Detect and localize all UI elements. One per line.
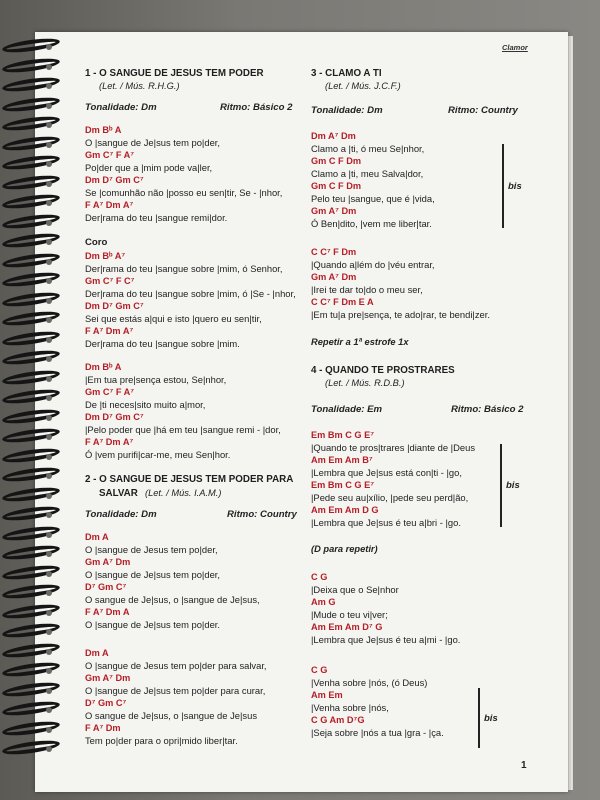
chord-line: F A⁷ Dm A⁷ <box>85 437 134 447</box>
repeat-bracket <box>502 144 504 228</box>
binding-hole <box>46 220 52 226</box>
chord-line: Gm A⁷ Dm <box>311 272 357 282</box>
chord-line: Am Em Am B⁷ <box>311 455 373 465</box>
spiral-binding <box>0 40 60 780</box>
binding-hole <box>46 161 52 167</box>
lyric-line: |Em tu|a pre|sença, te ado|rar, te bendi|zer. <box>311 309 490 320</box>
repeat-note: Repetir a 1ª estrofe 1x <box>311 337 409 347</box>
chord-line: Dm A⁷ Dm <box>311 131 356 141</box>
chord-line: F A⁷ Dm A⁷ <box>85 326 134 336</box>
binding-hole <box>46 590 52 596</box>
chord-line: Am Em Am D⁷ G <box>311 622 383 632</box>
lyric-line: O |sangue de Jesus tem po|der para salvar, <box>85 660 267 671</box>
lyric-line: O |sangue de Je|sus tem po|der. <box>85 619 220 630</box>
lyric-line: |Quando te pros|trares |diante de |Deus <box>311 442 476 453</box>
chord-line: Gm A⁷ Dm <box>85 673 131 683</box>
binding-hole <box>46 337 52 343</box>
binding-hole <box>46 395 52 401</box>
chord-line: Dm Bᵇ A <box>85 362 122 372</box>
lyric-line: De |ti neces|sito muito a|mor, <box>85 399 206 410</box>
chord-line: Dm Bᵇ A⁷ <box>85 251 126 261</box>
bis-marker: bis <box>484 713 498 724</box>
song-3-title: 3 - CLAMO A TI <box>311 68 382 79</box>
song-3-tonalidade: Tonalidade: Dm <box>311 105 383 116</box>
lyric-line: Po|der que a |mim pode va|ler, <box>85 162 213 173</box>
binding-hole <box>46 512 52 518</box>
lyric-line: |Lembra que Je|sus é teu a|mi - |go. <box>311 634 461 645</box>
binding-hole <box>46 181 52 187</box>
song-1-title: 1 - O SANGUE DE JESUS TEM PODER <box>85 68 264 79</box>
binding-hole <box>46 44 52 50</box>
song-1-credit: (Let. / Mús. R.H.G.) <box>99 81 180 91</box>
chord-line: Gm C⁷ F A⁷ <box>85 150 135 160</box>
binding-hole <box>46 64 52 70</box>
binding-hole <box>46 727 52 733</box>
song-2-title-cont: SALVAR <box>99 488 138 499</box>
binding-hole <box>46 668 52 674</box>
lyric-line: O |sangue de Jesus tem po|der, <box>85 544 218 555</box>
song-4-credit: (Let. / Mús. R.D.B.) <box>325 378 405 388</box>
page-number: 1 <box>521 760 527 771</box>
header-label: Clamor <box>502 43 528 52</box>
chord-line: Am Em <box>311 690 343 700</box>
song-1-tonalidade: Tonalidade: Dm <box>85 102 157 113</box>
lyric-line: |Pelo poder que |há em teu |sangue remi - |dor, <box>85 424 281 435</box>
chord-line: Gm C F Dm <box>311 181 362 191</box>
chord-line: F A⁷ Dm A <box>85 607 130 617</box>
binding-hole <box>46 707 52 713</box>
chord-line: F A⁷ Dm A⁷ <box>85 200 134 210</box>
chord-line: Am G <box>311 597 336 607</box>
lyric-line: |Lembra que Je|sus é teu a|bri - |go. <box>311 517 461 528</box>
lyric-line: |Seja sobre |nós a tua |gra - |ça. <box>311 727 444 738</box>
song-3-credit: (Let. / Mús. J.C.F.) <box>325 81 401 91</box>
chord-line: C C⁷ F Dm <box>311 247 357 257</box>
lyric-line: O sangue de Je|sus, o |sangue de Je|sus, <box>85 594 260 605</box>
repeat-bracket <box>478 688 480 748</box>
lyric-line: O |sangue de Je|sus tem po|der, <box>85 137 220 148</box>
lyric-line: |Irei te dar to|do o meu ser, <box>311 284 423 295</box>
repeat-note: (D para repetir) <box>311 544 378 554</box>
binding-hole <box>46 551 52 557</box>
lyric-line: |Deixa que o Se|nhor <box>311 584 399 595</box>
song-4-ritmo: Ritmo: Básico 2 <box>451 404 524 415</box>
chord-line: Dm D⁷ Gm C⁷ <box>85 301 144 311</box>
song-4-tonalidade: Tonalidade: Em <box>311 404 383 415</box>
binding-hole <box>46 649 52 655</box>
lyric-line: Der|rama do teu |sangue sobre |mim. <box>85 338 240 349</box>
lyric-line: |Pede seu au|xílio, |pede seu perd|ão, <box>311 492 469 503</box>
binding-hole <box>46 629 52 635</box>
chord-line: Gm C F Dm <box>311 156 362 166</box>
lyric-line: Se |comunhão não |posso eu sen|tir, Se - |nhor, <box>85 187 283 198</box>
chord-line: C G <box>311 665 328 675</box>
song-2-tonalidade: Tonalidade: Dm <box>85 509 157 520</box>
song-1-ritmo: Ritmo: Básico 2 <box>220 102 293 113</box>
lyric-line: |Venha sobre |nós, (ó Deus) <box>311 677 428 688</box>
chord-line: C G Am D⁷G <box>311 715 365 725</box>
binding-hole <box>46 473 52 479</box>
lyric-line: Ó |vem purifi|car-me, meu Sen|hor. <box>85 449 231 460</box>
song-4-title: 4 - QUANDO TE PROSTRARES <box>311 365 455 376</box>
binding-hole <box>46 83 52 89</box>
chord-line: Dm D⁷ Gm C⁷ <box>85 412 144 422</box>
lyric-line: Tem po|der para o opri|mido liber|tar. <box>85 735 238 746</box>
lyric-line: Clamo a |ti, ó meu Se|nhor, <box>311 143 425 154</box>
binding-hole <box>46 317 52 323</box>
song-2-title: 2 - O SANGUE DE JESUS TEM PODER PARA <box>85 474 294 485</box>
binding-hole <box>46 746 52 752</box>
lyric-line: Der|rama do teu |sangue sobre |mim, ó |Se - |nhor, <box>85 288 296 299</box>
chord-line: D⁷ Gm C⁷ <box>85 582 127 592</box>
bis-marker: bis <box>508 181 522 192</box>
chord-line: F A⁷ Dm <box>85 723 121 733</box>
binding-hole <box>46 356 52 362</box>
binding-hole <box>46 434 52 440</box>
chord-line: D⁷ Gm C⁷ <box>85 698 127 708</box>
binding-hole <box>46 610 52 616</box>
chord-line: Am Em Am D G <box>311 505 379 515</box>
binding-hole <box>46 142 52 148</box>
lyric-line: O |sangue de Je|sus tem po|der, <box>85 569 220 580</box>
chord-line: Dm D⁷ Gm C⁷ <box>85 175 144 185</box>
repeat-bracket <box>500 444 502 527</box>
lyric-line: Der|rama do teu |sangue remi|dor. <box>85 212 228 223</box>
chord-line: C G <box>311 572 328 582</box>
binding-hole <box>46 259 52 265</box>
binding-hole <box>46 239 52 245</box>
lyric-line: O sangue de Je|sus, o |sangue de Je|sus <box>85 710 258 721</box>
bis-marker: bis <box>506 480 520 491</box>
song-3-ritmo: Ritmo: Country <box>448 105 518 116</box>
chord-line: Dm A <box>85 532 109 542</box>
lyric-line: |Mude o teu vi|ver; <box>311 609 388 620</box>
binding-hole <box>46 493 52 499</box>
binding-hole <box>46 376 52 382</box>
chord-line: Gm C⁷ F C⁷ <box>85 276 135 286</box>
lyric-line: O |sangue de Je|sus tem po|der para curar, <box>85 685 266 696</box>
song-2-credit: (Let. / Mús. I.A.M.) <box>145 488 222 498</box>
lyric-line: Der|rama do teu |sangue sobre |mim, ó Senhor, <box>85 263 283 274</box>
binding-hole <box>46 298 52 304</box>
binding-hole <box>46 454 52 460</box>
binding-hole <box>46 103 52 109</box>
lyric-line: |Lembra que Je|sus está con|ti - |go, <box>311 467 462 478</box>
lyric-line: Sei que estás a|qui e isto |quero eu sen|tir, <box>85 313 262 324</box>
binding-hole <box>46 532 52 538</box>
chord-line: Gm A⁷ Dm <box>311 206 357 216</box>
chord-line: C C⁷ F Dm E A <box>311 297 374 307</box>
chord-line: Gm A⁷ Dm <box>85 557 131 567</box>
chorus-label: Coro <box>85 237 108 248</box>
lyric-line: |Venha sobre |nós, <box>311 702 389 713</box>
binding-hole <box>46 415 52 421</box>
lyric-line: |Em tua pre|sença estou, Se|nhor, <box>85 374 227 385</box>
chord-line: Em Bm C G E⁷ <box>311 430 375 440</box>
lyric-line: Pelo teu |sangue, que é |vida, <box>311 193 435 204</box>
binding-hole <box>46 122 52 128</box>
chord-line: Dm A <box>85 648 109 658</box>
chord-line: Em Bm C G E⁷ <box>311 480 375 490</box>
binding-hole <box>46 688 52 694</box>
binding-hole <box>46 278 52 284</box>
lyric-line: Ó Ben|dito, |vem me liber|tar. <box>311 218 432 229</box>
chord-line: Dm Bᵇ A <box>85 125 122 135</box>
song-2-ritmo: Ritmo: Country <box>227 509 297 520</box>
chord-line: Gm C⁷ F A⁷ <box>85 387 135 397</box>
binding-hole <box>46 571 52 577</box>
lyric-line: Clamo a |ti, meu Salva|dor, <box>311 168 424 179</box>
binding-hole <box>46 200 52 206</box>
lyric-line: |Quando a|lém do |véu entrar, <box>311 259 435 270</box>
